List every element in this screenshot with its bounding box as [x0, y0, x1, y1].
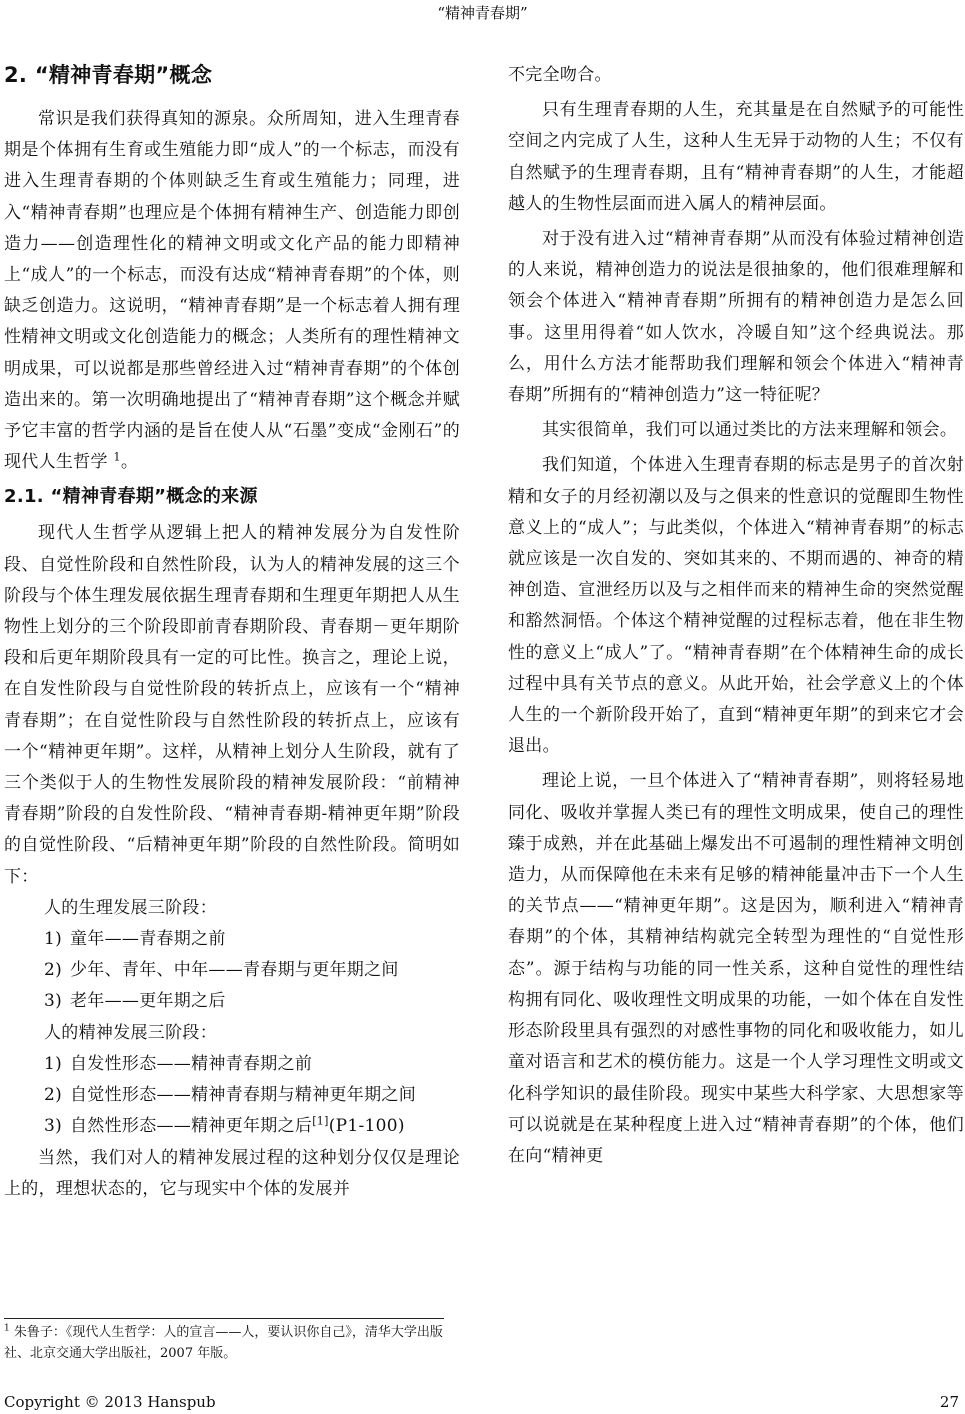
subsection-number: 2.1.	[4, 486, 44, 508]
footnote-mark: 1	[4, 1323, 10, 1334]
footnote-reference[interactable]: 1	[113, 450, 121, 464]
section-title: “精神青春期”概念	[34, 63, 213, 87]
footnote-text: 朱鲁子：《现代人生哲学：人的宣言——人，要认识你自己》，清华大学出版社、北京交通大学出版社，2007 年版。	[4, 1325, 443, 1361]
list-text: 自然性形态——精神更年期之后	[70, 1116, 313, 1137]
list-item	[4, 1111, 460, 1142]
footer-copyright: Copyright © 2013 Hanspub	[4, 1393, 216, 1411]
citation-pages: (P1-100)	[328, 1116, 405, 1137]
body-paragraph: 我们知道，个体进入生理青春期的标志是男子的首次射精和女子的月经初潮以及与之俱来的性意识的觉醒即生物性意义上的“成人”；与此类似，个体进入“精神青春期”的标志就应该是一次自发的、突如其来的、不期而遇的、神奇的精神创造、宣泄经历以及与之相伴而来的精神生命的突然觉醒和豁然洞悟。个体这个精神觉醒的过程标志着，他在非生物性的意义上“成人”了。“精神青春期”在个体精神生命的成长过程中具有关节点的意义。从此开始，社会学意义上的个体人生的一个新阶段开始了，直到“精神更年期”的到来它才会退出。	[508, 455, 964, 757]
list-item	[4, 924, 460, 955]
list-item	[4, 986, 460, 1017]
body-paragraph: 当然，我们对人的精神发展过程的这种划分仅仅是理论上的，理想状态的，它与现实中个体的发展并	[4, 1147, 460, 1199]
running-head: “精神青春期”	[437, 4, 528, 22]
left-column	[4, 60, 460, 1205]
section-heading	[4, 60, 460, 104]
body-paragraph: 理论上说，一旦个体进入了“精神青春期”，则将轻易地同化、吸收并掌握人类已有的理性文明成果，使自己的理性臻于成熟，并在此基础上爆发出不可遏制的理性精神文明创造力，从而保障他在未来有足够的精神能量冲击下一个人生的关节点——“精神更年期”。这是因为，顺利进入“精神青春期”的个体，其精神结构就完全转型为理性的“自觉性形态”。源于结构与功能的同一性关系，这种自觉性的理性结构拥有同化、吸收理性文明成果的功能，一如个体在自发性形态阶段里具有强烈的对感性事物的同化和吸收能力，如儿童对语言和艺术的模仿能力。这是一个人学习理性文明或文化科学知识的最佳阶段。现实中某些大科学家、大思想家等可以说就是在某种程度上进入过“精神青春期”的个体，他们在向“精神更	[508, 771, 964, 1166]
list-text: 少年、青年、中年——青春期与更年期之间	[70, 960, 399, 981]
subsection-title: “精神青春期”概念的来源	[50, 486, 258, 508]
list-number: 2)	[44, 1085, 63, 1106]
list-text: 自觉性形态——精神青春期与精神更年期之间	[70, 1085, 416, 1106]
list-number: 2)	[44, 960, 63, 981]
list-number: 3)	[44, 1116, 63, 1137]
subsection-heading	[4, 482, 460, 512]
body-paragraph: 只有生理青春期的人生，充其量是在自然赋予的可能性空间之内完成了人生，这种人生无异于动物的人生；不仅有自然赋予的生理青春期，且有“精神青春期”的人生，才能超越人的生物性层面而进入属人的精神层面。	[508, 100, 964, 214]
list-number: 3)	[44, 991, 63, 1012]
body-paragraph	[4, 104, 460, 478]
list-text: 老年——更年期之后	[70, 991, 226, 1012]
list-item	[4, 955, 460, 986]
body-paragraph: 对于没有进入过“精神青春期”从而没有体验过精神创造的人来说，精神创造力的说法是很抽象的，他们很难理解和领会个体进入“精神青春期”所拥有的精神创造力是怎么回事。这里用得着“如人饮水，冷暖自知”这个经典说法。那么，用什么方法才能帮助我们理解和领会个体进入“精神青春期”所拥有的“精神创造力”这一特征呢？	[508, 229, 964, 406]
list-number: 1)	[44, 1053, 63, 1074]
list-text: 自发性形态——精神青春期之前	[70, 1053, 313, 1074]
physio-list-heading: 人的生理发展三阶段：	[44, 897, 217, 918]
paragraph-text: 常识是我们获得真知的源泉。众所周知，进入生理青春期是个体拥有生育或生殖能力即“成人”的一个标志，而没有进入生理青春期的个体则缺乏生育或生殖能力；同理，进入“精神青春期”也理应是个体拥有精神生产、创造能力即创造力——创造理性化的精神文明或文化产品的能力即精神上“成人”的一个标志，而没有达成“精神青春期”的个体，则缺乏创造力。这说明，“精神青春期”是一个标志着人拥有理性精神文明或文化创造能力的概念；人类所有的理性精神文明成果，可以说都是那些曾经进入过“精神青春期”的个体创造出来的。第一次明确地提出了“精神青春期”这个概念并赋予它丰富的哲学内涵的是旨在使人从“石墨”变成“金刚石”的现代人生哲学	[4, 109, 460, 473]
footnote	[4, 1322, 460, 1364]
list-text: 童年——青春期之前	[70, 929, 226, 950]
footnote-divider	[4, 1318, 444, 1319]
list-item	[4, 1049, 460, 1080]
page-number: 27	[939, 1393, 959, 1411]
list-item	[4, 1080, 460, 1111]
section-number: 2.	[4, 63, 28, 87]
body-paragraph: 不完全吻合。	[508, 65, 612, 85]
right-column	[508, 60, 964, 1172]
body-paragraph: 现代人生哲学从逻辑上把人的精神发展分为自发性阶段、自觉性阶段和自然性阶段，认为人的精神发展的这三个阶段与个体生理发展依据生理青春期和生理更年期把人从生物性上划分的三个阶段即前青春期阶段、青春期－更年期阶段和后更年期阶段具有一定的可比性。换言之，理论上说，在自发性阶段与自觉性阶段的转折点上，应该有一个“精神青春期”；在自觉性阶段与自然性阶段的转折点上，应该有一个“精神更年期”。这样，从精神上划分人生阶段，就有了三个类似于人的生物性发展阶段的精神发展阶段：“前精神青春期”阶段的自发性阶段、“精神青春期-精神更年期”阶段的自觉性阶段、“后精神更年期”阶段的自然性阶段。简明如下：	[4, 523, 460, 887]
body-paragraph: 其实很简单，我们可以通过类比的方法来理解和领会。	[542, 420, 958, 441]
paragraph-period: 。	[120, 452, 139, 473]
list-number: 1)	[44, 929, 63, 950]
spirit-list-heading: 人的精神发展三阶段：	[44, 1022, 217, 1043]
citation-reference[interactable]: [1]	[312, 1114, 329, 1128]
